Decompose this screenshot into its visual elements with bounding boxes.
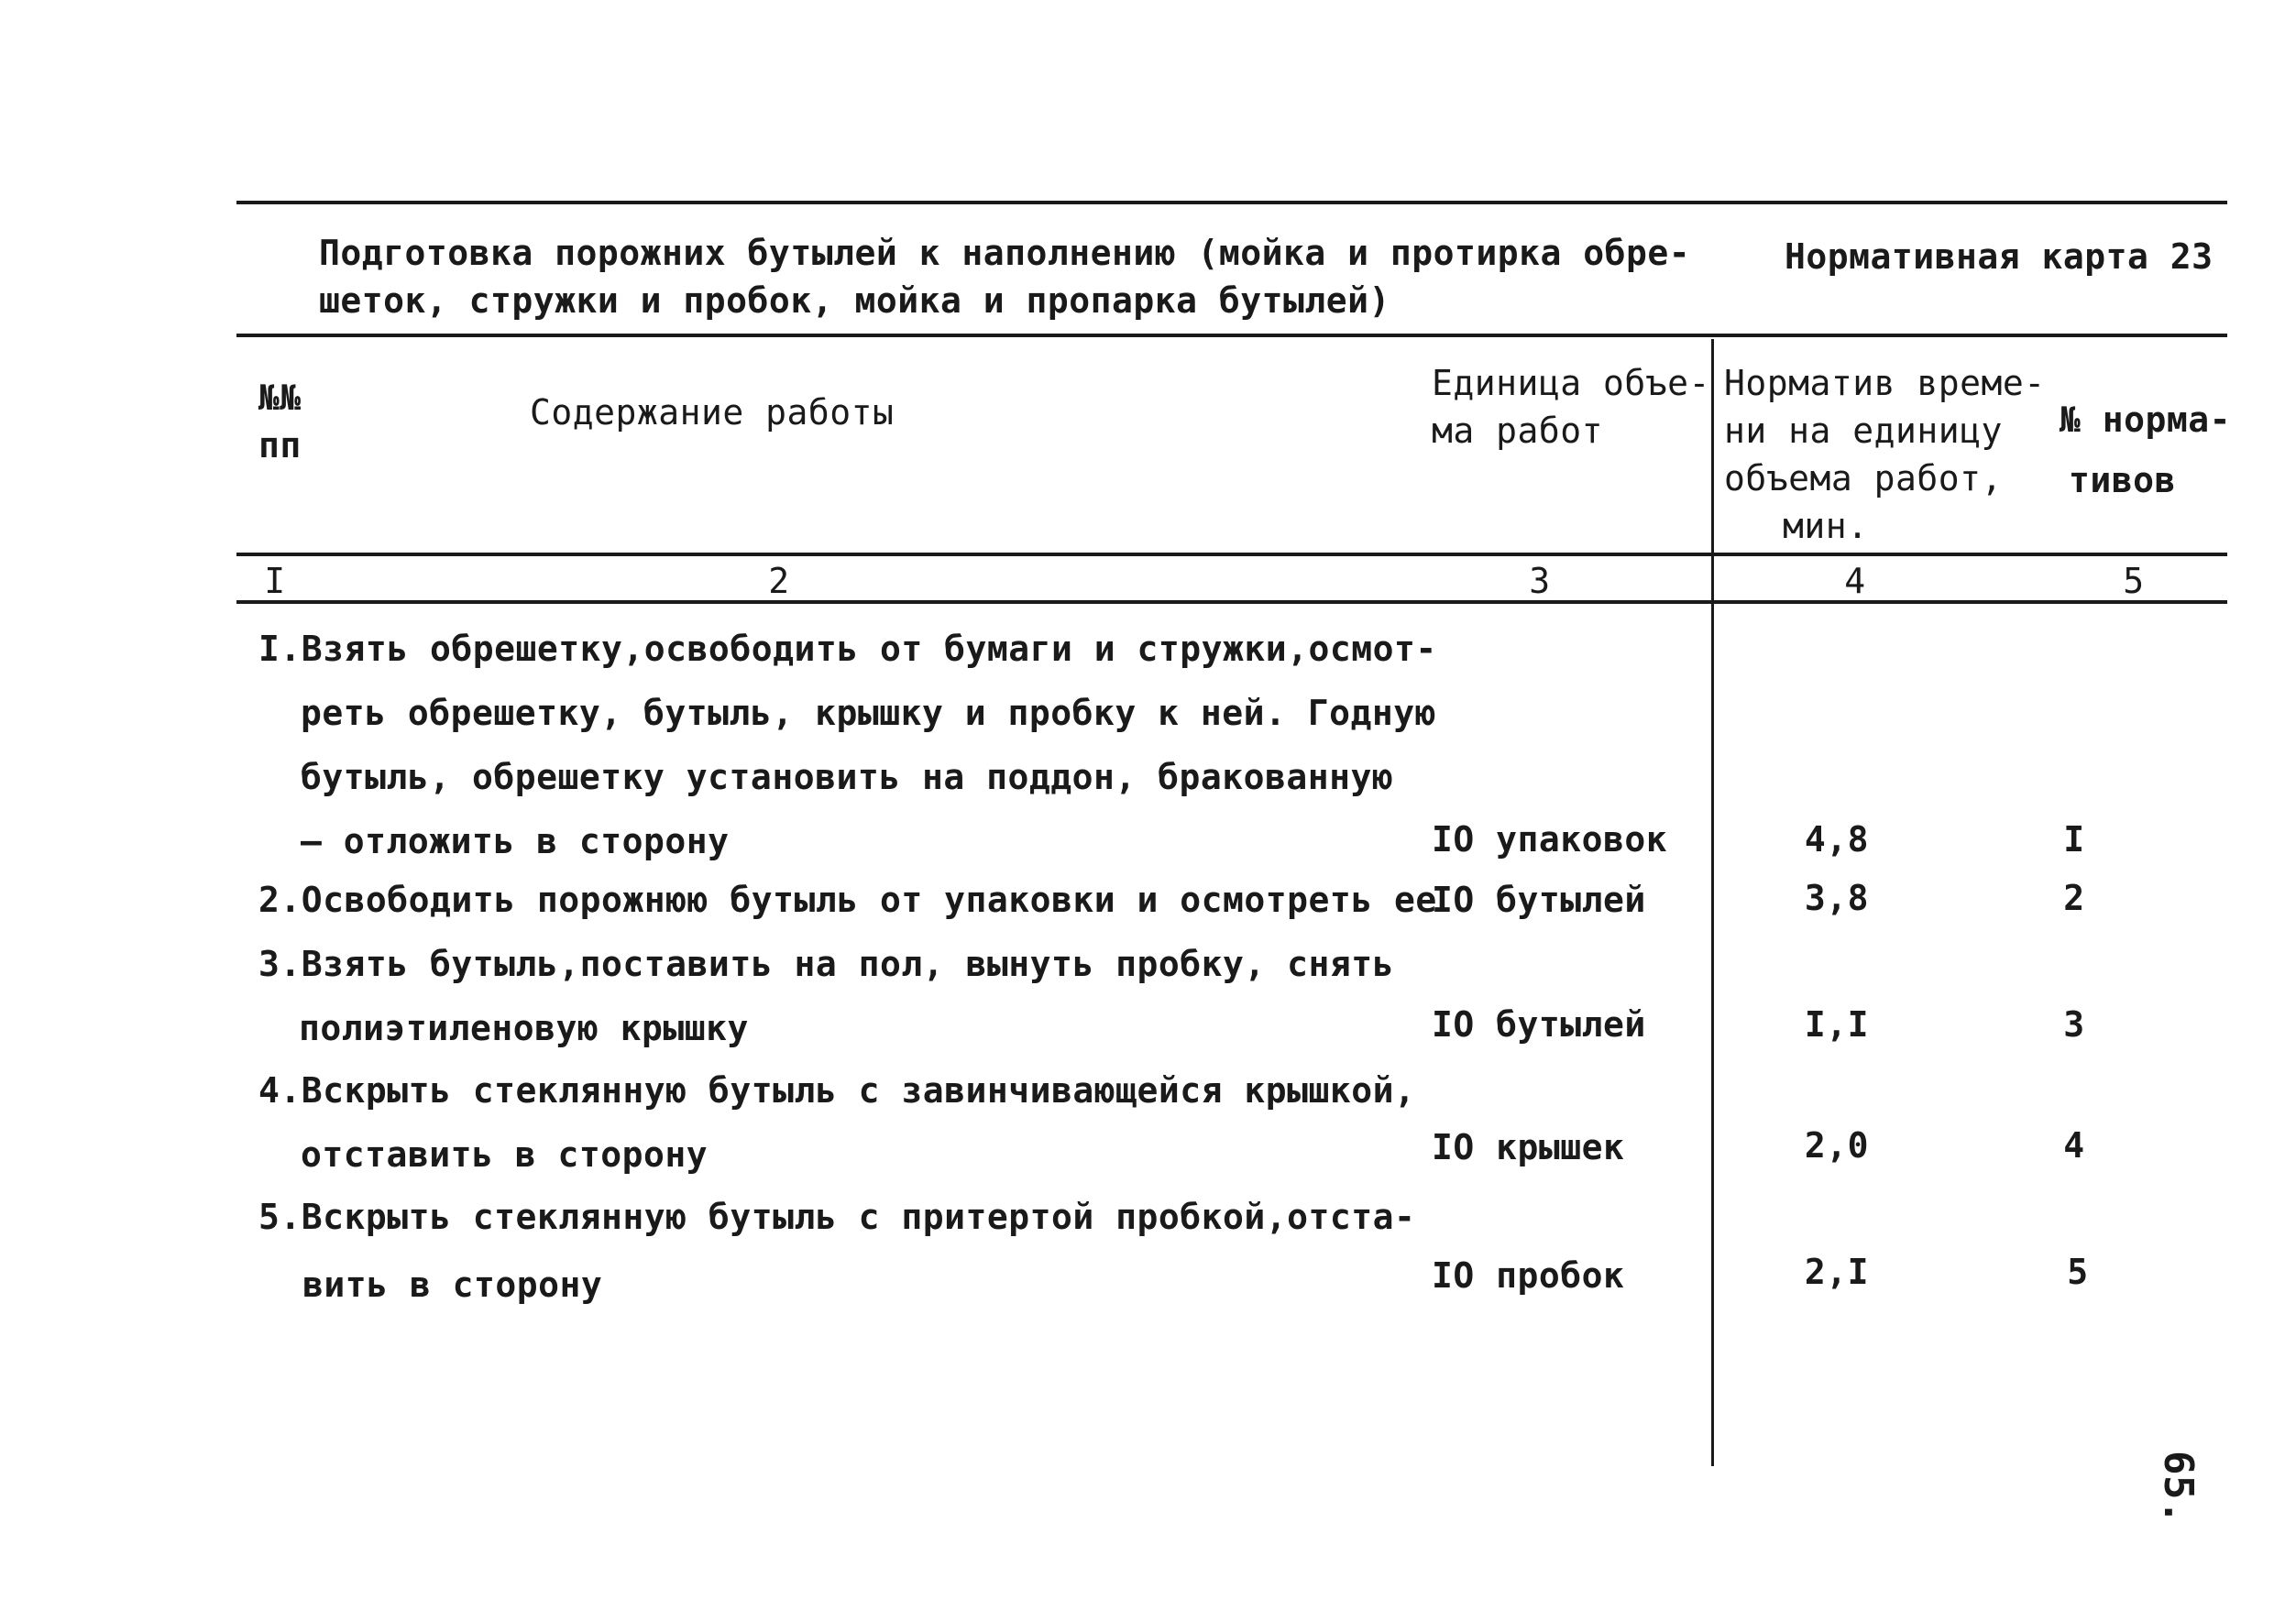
row1-text-line-1: I.Взять обрешетку,освободить от бумаги и стружки,осмот- xyxy=(258,629,1437,669)
col5-header-line-1: № норма- xyxy=(2060,400,2232,440)
row1-norm: I xyxy=(2063,819,2085,860)
norm-card-label: Нормативная карта 23 xyxy=(1785,236,2214,277)
col2-header: Содержание работы xyxy=(530,392,895,433)
row1-text-line-4: – отложить в сторону xyxy=(301,821,730,861)
col4-header-line-1: Норматив време- xyxy=(1724,363,2046,403)
row1-text-line-2: реть обрешетку, бутыль, крышку и пробку к ней. Годную xyxy=(301,693,1437,733)
col3-header-line-2: ма работ xyxy=(1432,411,1604,451)
row4-unit: IO крышек xyxy=(1432,1127,1625,1167)
row3-text-line-2: полиэтиленовую крышку xyxy=(299,1008,749,1048)
row3-unit: IO бутылей xyxy=(1432,1004,1646,1045)
col5-header-line-2: тивов xyxy=(2069,460,2176,500)
colnums-rule xyxy=(236,600,2227,604)
row5-unit: IO пробок xyxy=(1432,1255,1625,1296)
col4-header-line-4: мин. xyxy=(1783,506,1869,546)
row5-text-line-1: 5.Вскрыть стеклянную бутыль с притертой пробкой,отста- xyxy=(258,1197,1416,1237)
row2-unit: IO бутылей xyxy=(1432,880,1646,920)
col4-header-line-2: ни на единицу xyxy=(1724,411,2003,451)
row2-norm: 2 xyxy=(2063,878,2085,918)
row3-norm: 3 xyxy=(2063,1004,2085,1045)
col3-header-line-1: Единица объе- xyxy=(1432,363,1710,403)
row2-time: 3,8 xyxy=(1804,878,1870,918)
row4-time: 2,0 xyxy=(1804,1125,1870,1166)
row4-text-line-1: 4.Вскрыть стеклянную бутыль с завинчивающейся крышкой, xyxy=(258,1070,1416,1111)
row1-unit: IO упаковок xyxy=(1432,819,1668,860)
doc-title-line-2: шеток, стружки и пробок, мойка и пропарка бутылей) xyxy=(319,280,1390,321)
row5-time: 2,I xyxy=(1804,1252,1870,1292)
col-number-3: 3 xyxy=(1529,561,1551,601)
col-number-5: 5 xyxy=(2123,561,2145,601)
column-divider xyxy=(1711,339,1714,1466)
doc-title-line-1: Подготовка порожних бутылей к наполнению (мойка и протирка обре- xyxy=(319,233,1691,273)
row4-norm: 4 xyxy=(2063,1125,2085,1166)
row1-time: 4,8 xyxy=(1804,819,1870,860)
row5-text-line-2: вить в сторону xyxy=(302,1265,603,1305)
row1-text-line-3: бутыль, обрешетку установить на поддон, бракованную xyxy=(301,757,1394,797)
col1-header-line-1: №№ xyxy=(258,378,302,418)
row2-text-line-1: 2.Освободить порожнюю бутыль от упаковки и осмотреть ее xyxy=(258,880,1437,920)
col-number-4: 4 xyxy=(1844,561,1866,601)
col-number-1: I xyxy=(264,561,286,601)
colnames-rule xyxy=(236,553,2227,556)
col-number-2: 2 xyxy=(768,561,790,601)
col4-header-line-3: объема работ, xyxy=(1724,458,2003,498)
top-rule xyxy=(236,201,2227,204)
col1-header-line-2: пп xyxy=(258,425,302,465)
row5-norm: 5 xyxy=(2067,1252,2089,1292)
row4-text-line-2: отставить в сторону xyxy=(301,1134,709,1175)
page-number: 65. xyxy=(2154,1451,2202,1525)
row3-text-line-1: 3.Взять бутыль,поставить на пол, вынуть пробку, снять xyxy=(258,944,1395,984)
header-rule xyxy=(236,334,2227,337)
row3-time: I,I xyxy=(1804,1004,1870,1045)
